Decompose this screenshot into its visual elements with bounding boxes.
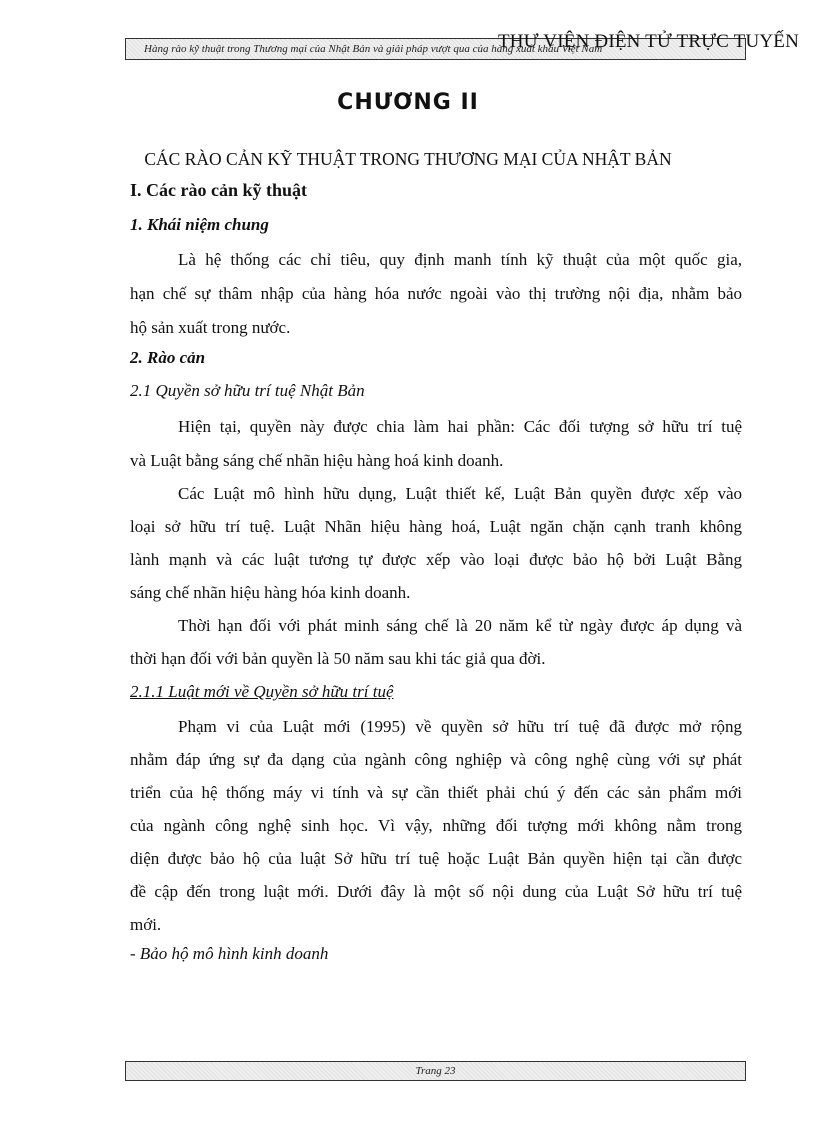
watermark-text: THƯ VIỆN ĐIỆN TỬ TRỰC TUYẾN (498, 31, 800, 52)
paragraph-line: lành mạnh và các luật tương tự được xếp vào loại được bảo hộ bởi Luật Bằng (130, 550, 742, 569)
page-footer (125, 1061, 746, 1081)
paragraph-line: Phạm vi của Luật mới (1995) về quyền sở hữu trí tuệ đã được mở rộng (178, 717, 742, 736)
paragraph-line: đề cập đến trong luật mới. Dưới đây là một số nội dung của Luật Sở hữu trí tuệ (130, 882, 742, 901)
subsection-heading-2: 2. Rào cản (130, 348, 206, 367)
paragraph-line: sáng chế nhãn hiệu hàng hóa kinh doanh. (130, 583, 411, 602)
paragraph-line: Thời hạn đối với phát minh sáng chế là 20 năm kể từ ngày được áp dụng và (178, 616, 742, 635)
paragraph-line: diện được bảo hộ của luật Sở hữu trí tuệ hoặc Luật Bản quyền hiện tại cần được (130, 849, 742, 868)
section-heading: I. Các rào cản kỹ thuật (130, 180, 308, 200)
paragraph-line: hộ sản xuất trong nước. (130, 318, 291, 337)
subsection-heading-2-1-1: 2.1.1 Luật mới về Quyền sở hữu trí tuệ (130, 682, 394, 701)
page-number: Trang 23 (415, 1065, 456, 1077)
paragraph-line: nhằm đáp ứng sự đa dạng của ngành công nghiệp và công nghệ cùng với sự phát (130, 750, 742, 769)
chapter-title: CÁC RÀO CẢN KỸ THUẬT TRONG THƯƠNG MẠI CỦA NHẬT BẢN (144, 149, 672, 169)
paragraph-line: Các Luật mô hình hữu dụng, Luật thiết kế, Luật Bản quyền được xếp vào (178, 484, 742, 503)
paragraph-line: thời hạn đối với bản quyền là 50 năm sau khi tác giả qua đời. (130, 649, 546, 668)
paragraph-line: triển của hệ thống máy vi tính và sự cần thiết phải chú ý đến các sản phẩm mới (130, 783, 742, 802)
paragraph-line: của ngành công nghệ sinh học. Vì vậy, những đối tượng mới không nằm trong (130, 816, 742, 835)
bullet-heading: - Bảo hộ mô hình kinh doanh (130, 944, 329, 963)
subsection-heading-2-1: 2.1 Quyền sở hữu trí tuệ Nhật Bản (130, 381, 365, 400)
paragraph-line: Hiện tại, quyền này được chia làm hai phần: Các đối tượng sở hữu trí tuệ (178, 417, 742, 436)
running-header-text: Hàng rào kỹ thuật trong Thương mại của Nhật Bản và giải pháp vượt qua của hàng xuất khẩu Việt Nam (144, 43, 603, 55)
chapter-heading: CHƯƠNG II (337, 90, 479, 115)
paragraph-line: Là hệ thống các chỉ tiêu, quy định manh tính kỹ thuật của một quốc gia, (178, 250, 742, 269)
paragraph-line: loại sở hữu trí tuệ. Luật Nhãn hiệu hàng hoá, Luật ngăn chặn cạnh tranh không (130, 517, 742, 536)
paragraph-line: mới. (130, 915, 162, 934)
paragraph-line: hạn chế sự thâm nhập của hàng hóa nước ngoài vào thị trường nội địa, nhằm bảo (130, 284, 742, 303)
subsection-heading-1: 1. Khái niệm chung (130, 215, 269, 234)
paragraph-line: và Luật bằng sáng chế nhãn hiệu hàng hoá kinh doanh. (130, 451, 504, 470)
